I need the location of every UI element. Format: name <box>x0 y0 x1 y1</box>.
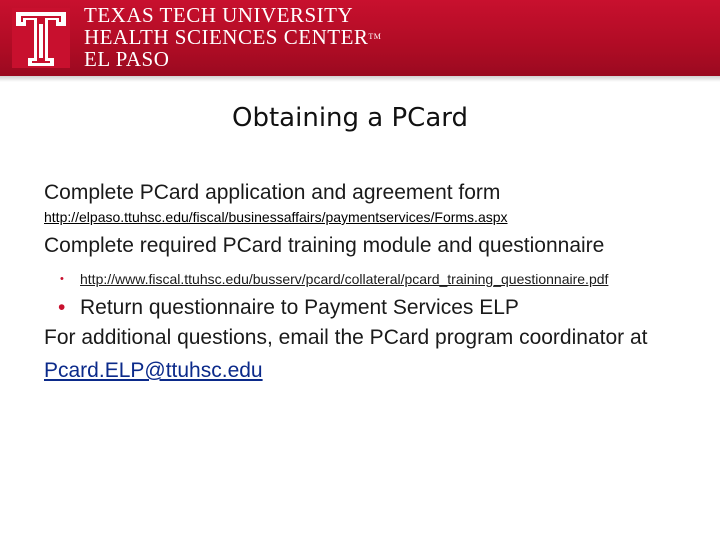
training-step: Complete required PCard training module and questionnaire <box>44 234 605 257</box>
header-shadow <box>0 76 720 82</box>
bullet-dot-icon: • <box>60 273 64 285</box>
slide-title: Obtaining a PCard <box>232 103 468 133</box>
return-bullet <box>44 295 694 321</box>
contact-text: For additional questions, email the PCard program coordinator at <box>44 326 648 349</box>
header-banner <box>0 0 720 76</box>
application-step: Complete PCard application and agreement form <box>44 181 501 204</box>
email-link[interactable]: Pcard.ELP@ttuhsc.edu <box>44 359 263 382</box>
trademark-mark: TM <box>368 32 382 41</box>
university-name <box>84 4 381 70</box>
forms-link[interactable]: http://elpaso.ttuhsc.edu/fiscal/businessaffairs/paymentservices/Forms.aspx <box>44 209 508 225</box>
contact-paragraph <box>44 321 694 387</box>
training-questionnaire-link[interactable]: http://www.fiscal.ttuhsc.edu/busserv/pcard/collateral/pcard_training_questionnaire.pdf <box>80 271 609 287</box>
header-line-3: EL PASO <box>84 47 170 71</box>
training-link-bullet <box>44 269 694 289</box>
header-line-2: HEALTH SCIENCES CENTER <box>84 25 369 49</box>
double-t-logo-icon <box>10 6 72 70</box>
bullet-dot-icon: • <box>58 296 66 319</box>
slide-body <box>44 180 694 387</box>
return-questionnaire-text: Return questionnaire to Payment Services ELP <box>80 296 519 319</box>
header-line-1: TEXAS TECH UNIVERSITY <box>84 3 354 27</box>
